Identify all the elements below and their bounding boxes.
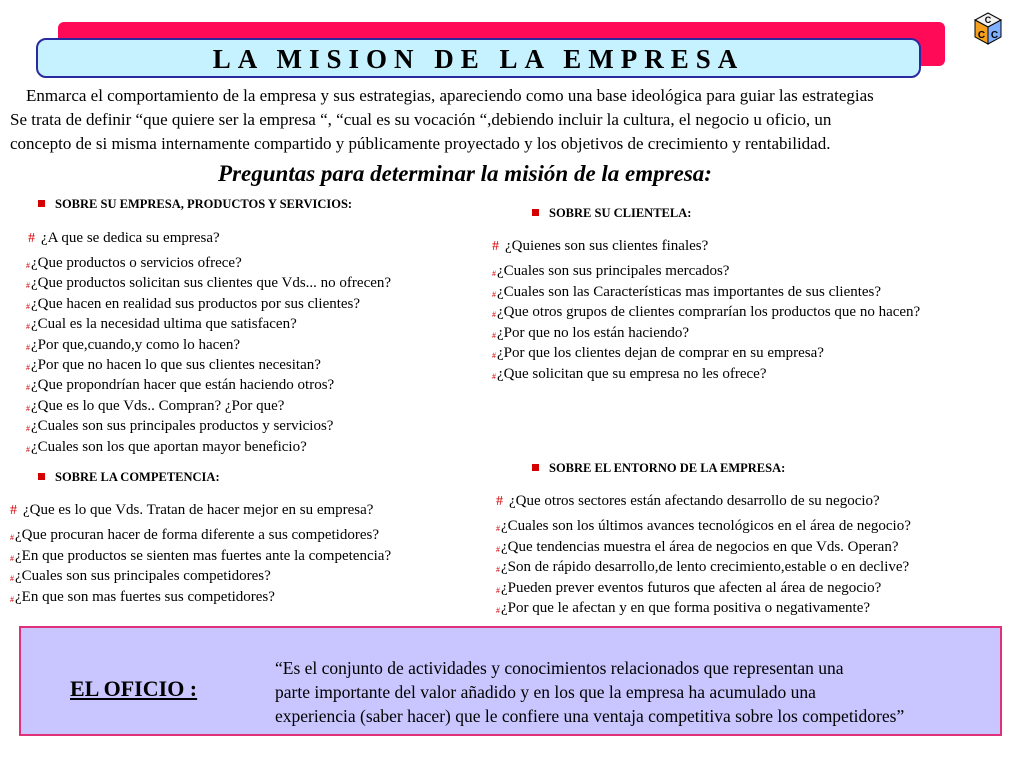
question-item (492, 365, 766, 386)
hash-bullet-icon: # (492, 239, 499, 254)
question-text: ¿Por que le afectan y en que forma positiva o negativamente? (501, 600, 871, 616)
hash-bullet-icon: # (496, 524, 500, 533)
question-text: ¿Cual es la necesidad ultima que satisfacen? (31, 316, 297, 333)
square-bullet-icon (38, 473, 45, 480)
hash-bullet-icon: # (26, 322, 30, 332)
question-text: ¿Cuales son sus principales productos y servicios? (31, 418, 334, 435)
question-item (492, 283, 881, 304)
question-text: ¿Por que no hacen lo que sus clientes necesitan? (31, 357, 321, 373)
question-text: ¿Que procuran hacer de forma diferente a sus competidores? (15, 527, 379, 543)
section-heading-label: SOBRE SU CLIENTELA: (549, 206, 692, 220)
hash-bullet-icon: # (492, 371, 496, 381)
question-text: ¿Que tendencias muestra el área de negocios en que Vds. Operan? (501, 538, 899, 555)
question-item (496, 492, 880, 511)
question-item (26, 336, 240, 357)
question-item (10, 567, 271, 588)
question-text: ¿Que productos solicitan sus clientes que Vds... no ofrecen? (31, 275, 392, 292)
oficio-line-2: parte importante del valor añadido y en los que la empresa ha acumulado una (275, 682, 816, 702)
question-text: ¿Por que los clientes dejan de comprar en su empresa? (497, 345, 824, 361)
section-heading-clientela (532, 206, 691, 221)
hash-bullet-icon: # (26, 383, 30, 393)
hash-bullet-icon: # (10, 594, 14, 604)
section-heading-entorno (532, 461, 785, 476)
square-bullet-icon (38, 200, 45, 207)
question-text: ¿Que otros grupos de clientes comprarían los productos que no hacen? (497, 304, 921, 320)
question-text: ¿Que es lo que Vds.. Compran? ¿Por que? (31, 397, 285, 414)
section-heading-label: SOBRE EL ENTORNO DE LA EMPRESA: (549, 461, 786, 475)
section-heading-label: SOBRE LA COMPETENCIA: (55, 470, 220, 484)
question-item (492, 237, 708, 256)
question-item (10, 547, 391, 568)
hash-bullet-icon: # (496, 606, 500, 615)
hash-bullet-icon: # (26, 301, 30, 311)
hash-bullet-icon: # (26, 403, 30, 413)
question-item (10, 501, 373, 520)
question-text: ¿Por que no los están haciendo? (497, 324, 690, 341)
intro-line-3: concepto de si misma internamente compartido y públicamente proyectado y los objetivos de crecimiento y rentabilidad. (10, 134, 831, 153)
question-text: ¿Que otros sectores están afectando desarrollo de su negocio? (509, 493, 880, 509)
question-text: ¿Son de rápido desarrollo,de lento crecimiento,estable o en declive? (501, 559, 910, 575)
hash-bullet-icon: # (10, 503, 17, 518)
hash-bullet-icon: # (10, 553, 14, 563)
hash-bullet-icon: # (492, 330, 496, 340)
question-item (26, 438, 307, 459)
hash-bullet-icon: # (26, 281, 30, 291)
hash-bullet-icon: # (10, 574, 14, 583)
question-text: ¿En que productos se sienten mas fuertes ante la competencia? (15, 547, 392, 564)
oficio-label: EL OFICIO : (70, 676, 198, 701)
question-item (26, 356, 321, 377)
question-text: ¿Cuales son los últimos avances tecnológicos en el área de negocio? (501, 518, 911, 534)
questions-title: Preguntas para determinar la misión de la empresa: (218, 161, 712, 186)
question-item (10, 588, 275, 609)
question-text: ¿Que propondrían hacer que están haciendo otros? (31, 377, 335, 394)
question-text: ¿Que solicitan que su empresa no les ofrece? (497, 365, 767, 382)
question-text: ¿Cuales son los que aportan mayor beneficio? (31, 438, 307, 455)
square-bullet-icon (532, 464, 539, 471)
question-item (26, 397, 284, 418)
logo-letter-right: C (990, 30, 999, 41)
question-text: ¿Pueden prever eventos futuros que afecten al área de negocio? (501, 579, 882, 596)
question-text: ¿Cuales son sus principales competidores? (15, 568, 271, 584)
question-item (492, 303, 920, 324)
question-item (26, 295, 360, 316)
section-heading-empresa (38, 197, 352, 212)
hash-bullet-icon: # (496, 585, 500, 595)
question-text: ¿Que es lo que Vds. Tratan de hacer mejor en su empresa? (23, 502, 374, 518)
section-heading-label: SOBRE SU EMPRESA, PRODUCTOS Y SERVICIOS: (55, 197, 353, 211)
hash-bullet-icon: # (496, 544, 500, 554)
oficio-definition (275, 656, 904, 728)
oficio-line-3: experiencia (saber hacer) que le confiere una ventaja competitiva sobre los competidores” (275, 706, 905, 726)
question-text: ¿Cuales son las Características mas importantes de sus clientes? (497, 283, 882, 300)
hash-bullet-icon: # (26, 444, 30, 454)
hash-bullet-icon: # (26, 424, 30, 434)
question-text: ¿Quienes son sus clientes finales? (505, 238, 709, 254)
question-item (26, 254, 242, 275)
question-text: ¿Que hacen en realidad sus productos por sus clientes? (31, 295, 361, 312)
question-text: ¿Por que,cuando,y como lo hacen? (31, 336, 241, 353)
question-item (496, 579, 881, 600)
hash-bullet-icon: # (26, 363, 30, 372)
question-text: ¿En que son mas fuertes sus competidores? (15, 588, 275, 605)
hash-bullet-icon: # (28, 231, 35, 246)
page-title: LA MISION DE LA EMPRESA (36, 38, 921, 78)
question-item (26, 315, 297, 336)
question-item (492, 344, 824, 365)
question-item (496, 599, 870, 620)
logo-letter-top: C (984, 15, 992, 25)
question-item (496, 517, 911, 538)
hash-bullet-icon: # (492, 351, 496, 360)
logo-letter-left: C (977, 30, 986, 41)
hash-bullet-icon: # (492, 269, 496, 278)
question-text: ¿A que se dedica su empresa? (41, 230, 220, 246)
hash-bullet-icon: # (496, 565, 500, 574)
intro-line-1: Enmarca el comportamiento de la empresa y sus estrategias, apareciendo como una base ideológica para guiar las estrategias (26, 86, 874, 105)
question-item (26, 376, 334, 397)
hash-bullet-icon: # (10, 533, 14, 542)
question-item (496, 538, 898, 559)
question-text: ¿Cuales son sus principales mercados? (497, 263, 730, 279)
question-item (28, 229, 220, 248)
section-heading-competencia (38, 470, 220, 485)
question-item (492, 324, 689, 345)
question-item (496, 558, 909, 579)
hash-bullet-icon: # (492, 310, 496, 319)
intro-line-2: Se trata de definir “que quiere ser la empresa “, “cual es su vocación “,debiendo incluir la cultura, el negocio u oficio, un (10, 110, 832, 129)
cc-logo-icon (972, 12, 1004, 46)
hash-bullet-icon: # (492, 289, 496, 299)
question-text: ¿Que productos o servicios ofrece? (31, 255, 242, 271)
oficio-line-1: “Es el conjunto de actividades y conocimientos relacionados que representan una (275, 658, 844, 678)
hash-bullet-icon: # (496, 494, 503, 509)
question-item (26, 417, 333, 438)
question-item (26, 274, 391, 295)
question-item (492, 262, 729, 283)
square-bullet-icon (532, 209, 539, 216)
hash-bullet-icon: # (26, 342, 30, 352)
question-item (10, 526, 379, 547)
hash-bullet-icon: # (26, 261, 30, 270)
